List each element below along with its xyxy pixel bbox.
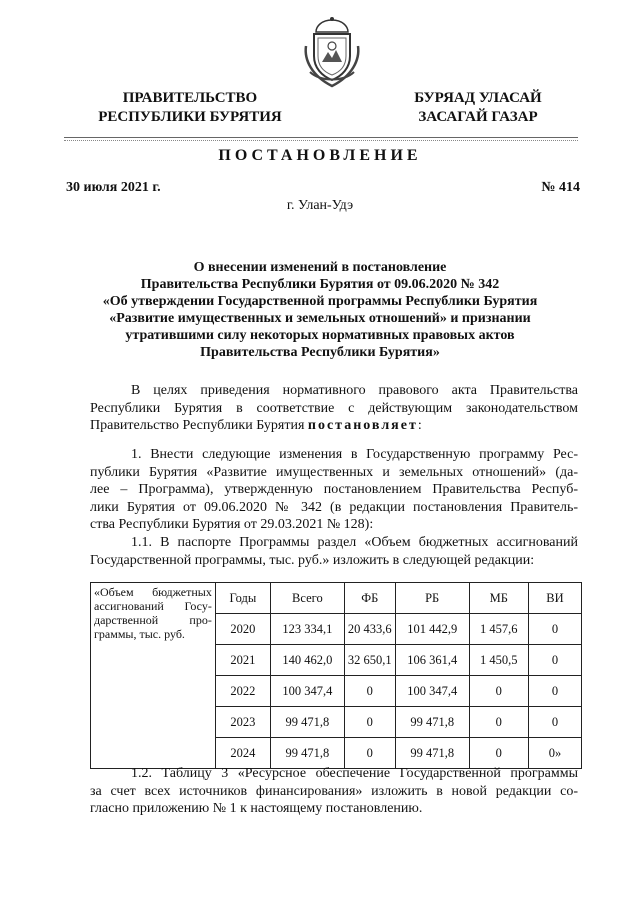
- title-line: Правительства Республики Бурятия»: [200, 345, 440, 360]
- table-cell: 2022: [215, 676, 270, 707]
- org-name-buryat: [378, 89, 578, 127]
- table-cell: 100 347,4: [270, 676, 344, 707]
- document-title: [70, 259, 570, 361]
- table-cell: 0: [344, 707, 395, 738]
- paragraph-line: ства Республики Бурятия от 29.03.2021 № 128):: [90, 517, 374, 532]
- label-line: «Объем бюджетных: [94, 585, 212, 599]
- table-cell: 0: [469, 707, 528, 738]
- clause-1-2-paragraph: [90, 765, 578, 818]
- paragraph-line: 1. Внести следующие изменения в Государственную программу Рес-: [131, 447, 578, 462]
- table-cell: 2024: [215, 738, 270, 769]
- table-cell: 2023: [215, 707, 270, 738]
- preamble-paragraph: [90, 382, 578, 435]
- table-header-cell: РБ: [395, 583, 469, 614]
- table-cell: 32 650,1: [344, 645, 395, 676]
- label-line: дарственной про-: [94, 613, 212, 627]
- document-number: № 414: [541, 180, 580, 195]
- table-header-row: [91, 583, 582, 614]
- table-cell: 99 471,8: [270, 707, 344, 738]
- paragraph-line: Государственной программы, тыс. руб.» изложить в следующей редакции:: [90, 552, 535, 568]
- document-type: ПОСТАНОВЛЕНИЕ: [218, 147, 422, 164]
- document-city: г. Улан-Удэ: [286, 198, 354, 213]
- org-line: БУРЯАД УЛАСАЙ: [414, 90, 542, 106]
- paragraph-line: 1.1. В паспорте Программы раздел «Объем бюджетных ассигнований: [131, 535, 578, 550]
- paragraph-line: [90, 417, 578, 435]
- paragraph-line: публики Бурятия «Развитие имущественных и земельных отношений» (да-: [90, 464, 578, 480]
- table-cell: 0: [344, 676, 395, 707]
- table-header-cell: ФБ: [344, 583, 395, 614]
- table-cell: 0: [469, 676, 528, 707]
- table-cell: 0: [528, 676, 581, 707]
- table-cell: 101 442,9: [395, 614, 469, 645]
- text-segment: Правительство Республики Бурятия: [90, 418, 308, 433]
- table-cell: 2020: [215, 614, 270, 645]
- table-cell: 1 450,5: [469, 645, 528, 676]
- org-line: ПРАВИТЕЛЬСТВО: [122, 90, 258, 106]
- header-divider-dotted: [64, 140, 578, 141]
- table-cell: 99 471,8: [270, 738, 344, 769]
- title-line: О внесении изменений в постановление: [193, 260, 447, 275]
- title-line: Правительства Республики Бурятия от 09.06.2020 № 342: [140, 277, 500, 292]
- label-line: ассигнований Госу-: [94, 599, 212, 613]
- table-cell: 99 471,8: [395, 707, 469, 738]
- paragraph-line: лики Бурятия от 09.06.2020 № 342 (в редакции постановления Правитель-: [90, 499, 578, 515]
- table-cell: 123 334,1: [270, 614, 344, 645]
- table-cell: 100 347,4: [395, 676, 469, 707]
- clause-1-paragraph: [90, 446, 578, 534]
- org-line: ЗАСАГАЙ ГАЗАР: [418, 109, 538, 125]
- paragraph-line: гласно приложению № 1 к настоящему постановлению.: [90, 801, 423, 816]
- table-cell: 0: [528, 707, 581, 738]
- coat-of-arms-icon: [300, 16, 364, 88]
- paragraph-line: лее – Программа), утвержденную постановлением Правительства Респуб-: [90, 482, 578, 497]
- table-header-cell: Всего: [270, 583, 344, 614]
- header-divider: [64, 137, 578, 138]
- table-cell: 20 433,6: [344, 614, 395, 645]
- title-line: «Развитие имущественных и земельных отношений» и признании: [109, 311, 531, 326]
- org-line: РЕСПУБЛИКИ БУРЯТИЯ: [98, 109, 282, 125]
- table-header-cell: Годы: [215, 583, 270, 614]
- table-header-cell: ВИ: [528, 583, 581, 614]
- title-line: утратившими силу некоторых нормативных правовых актов: [125, 328, 515, 343]
- table-cell: 0: [344, 738, 395, 769]
- decree-word: постановляет: [307, 418, 418, 433]
- table-header-cell: МБ: [469, 583, 528, 614]
- table-cell: 0: [528, 614, 581, 645]
- table-cell: 1 457,6: [469, 614, 528, 645]
- table-cell: 0: [528, 645, 581, 676]
- table-label-cell: [91, 583, 216, 769]
- table-cell: 99 471,8: [395, 738, 469, 769]
- text-segment: :: [417, 418, 422, 433]
- table-cell: 106 361,4: [395, 645, 469, 676]
- budget-table: [90, 582, 582, 769]
- table-cell: 2021: [215, 645, 270, 676]
- paragraph-line: Республики Бурятия в соответствие с действующим законодательством: [90, 400, 578, 416]
- table-cell: 0»: [528, 738, 581, 769]
- label-line: граммы, тыс. руб.: [94, 627, 185, 641]
- org-name-russian: [80, 89, 300, 127]
- table-cell: 140 462,0: [270, 645, 344, 676]
- document-date: 30 июля 2021 г.: [66, 180, 161, 195]
- clause-1-1-paragraph: [90, 534, 578, 569]
- paragraph-line: за счет всех источников финансирования» изложить в новой редакции со-: [90, 783, 578, 799]
- paragraph-line: В целях приведения нормативного правового акта Правительства: [131, 383, 578, 398]
- title-line: «Об утверждении Государственной программы Республики Бурятия: [102, 294, 538, 309]
- table-cell: 0: [469, 738, 528, 769]
- paragraph-line: 1.2. Таблицу 3 «Ресурсное обеспечение Государственной программы: [131, 766, 578, 781]
